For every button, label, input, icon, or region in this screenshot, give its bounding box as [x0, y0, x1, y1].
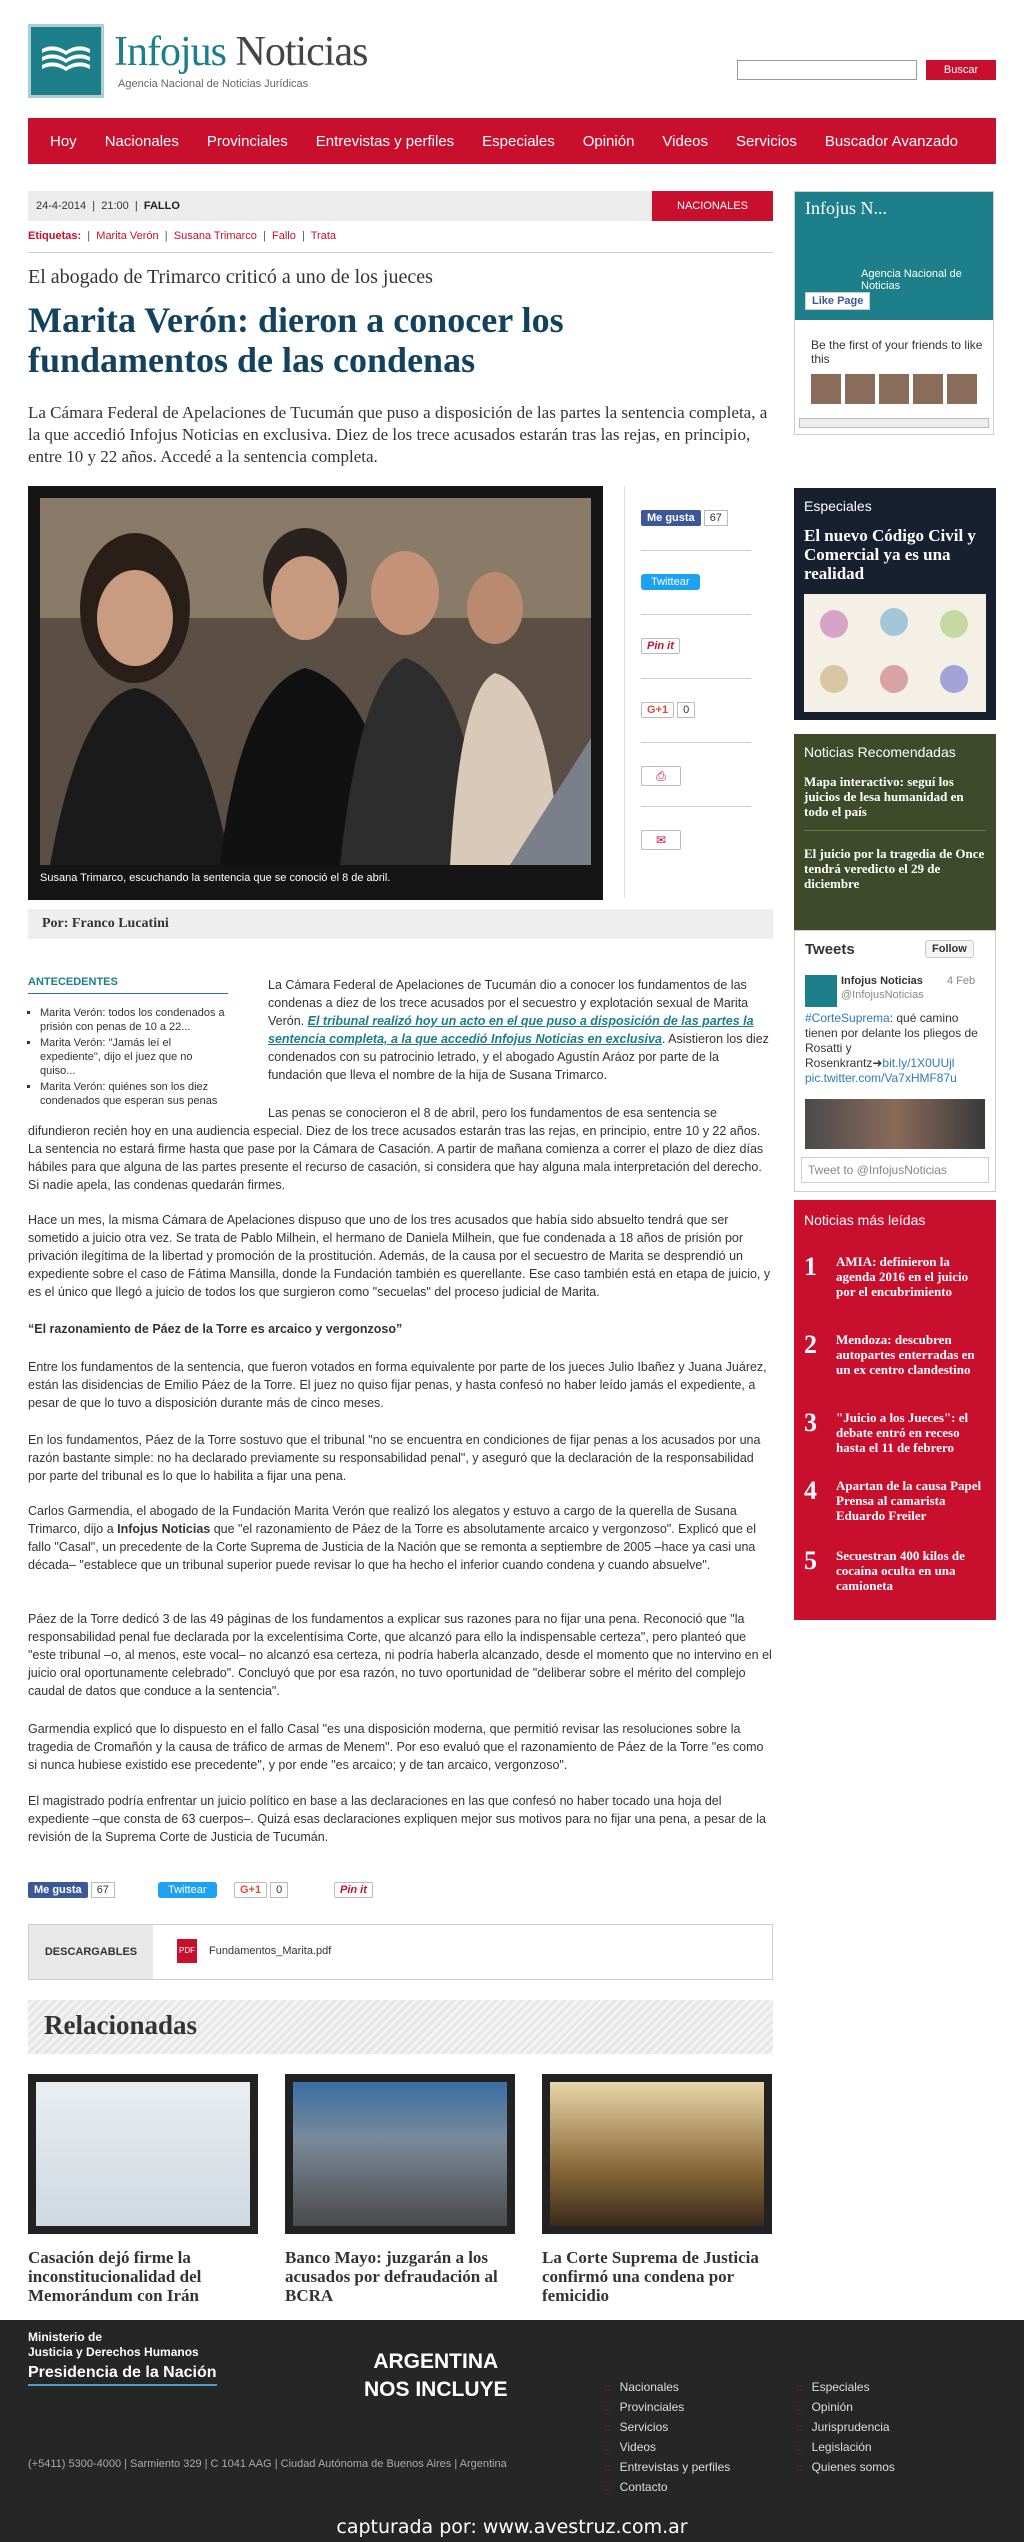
- tweet-compose-input[interactable]: Tweet to @InfojusNoticias: [801, 1157, 989, 1183]
- downloads-label: DESCARGABLES: [29, 1925, 153, 1979]
- pinterest-button[interactable]: [641, 638, 680, 654]
- mas-leidas-item[interactable]: [804, 1476, 989, 1540]
- related-image[interactable]: [285, 2074, 515, 2234]
- mas-leidas-item[interactable]: [804, 1252, 989, 1316]
- rank-headline[interactable]: Mendoza: descubren autopartes enterradas en un ex centro clandestino: [836, 1332, 975, 1377]
- rank-headline[interactable]: AMIA: definieron la agenda 2016 en el juicio por el encubrimiento: [836, 1254, 969, 1299]
- presidencia-logo[interactable]: Presidencia de la Nación: [28, 2364, 217, 2386]
- tweet-hashtag[interactable]: #CorteSuprema: [805, 1011, 890, 1025]
- tag-link[interactable]: Susana Trimarco: [173, 230, 257, 242]
- tweet-label: Twittear: [168, 1884, 207, 1896]
- especiales-title[interactable]: El nuevo Código Civil y Comercial ya es una realidad: [804, 526, 976, 583]
- download-file-link[interactable]: Fundamentos_Marita.pdf: [209, 1945, 332, 1957]
- avatar[interactable]: [879, 374, 909, 404]
- especiales-image[interactable]: [804, 594, 986, 712]
- nav-item-provinciales[interactable]: Provinciales: [206, 132, 288, 150]
- fb-like-button[interactable]: [641, 510, 701, 526]
- divider: [641, 678, 751, 679]
- body-paragraph: Hace un mes, la misma Cámara de Apelaciones dispuso que uno de los tres acusados que había sido absuelto tendrá que ser sometido a juicio otra vez. Se trata de Pablo Milhein, el hermano de Daniela Milhein, que fue condenada a 18 años de prisión por privación ilegítima de la libertad y promoción de la prostitución. Además, de la causa por el secuestro de Marita se desprendió un expediente sobre el caso de Fátima Mansilla, donde la Fundación también es querellante. Ese caso también está en etapa de juicio, y es el único que llegó a juicio de todos los que surgieron como "secuelas" del proceso judicial de Marita.: [28, 1213, 771, 1299]
- divider: [804, 830, 986, 831]
- tweet-date[interactable]: 4 Feb: [947, 975, 976, 987]
- recomendadas-box: [794, 734, 996, 930]
- nav-item-nacionales[interactable]: Nacionales: [104, 132, 179, 150]
- capture-credit: capturada por: www.avestruz.com.ar: [336, 2516, 688, 2538]
- mas-leidas-item[interactable]: [804, 1546, 989, 1610]
- brand-name[interactable]: [114, 28, 367, 76]
- search-button[interactable]: Buscar: [926, 60, 996, 80]
- share-bar: [28, 1882, 773, 1904]
- rank-number: 2: [804, 1330, 817, 1359]
- tag-link[interactable]: Marita Verón: [96, 230, 159, 242]
- nav-item-videos[interactable]: Videos: [662, 132, 709, 150]
- related-header: [28, 2000, 773, 2054]
- pinterest-button[interactable]: [334, 1882, 373, 1898]
- fb-like-button[interactable]: [28, 1882, 88, 1898]
- fb-like-count: 67: [704, 510, 728, 526]
- fb-like-label: Me gusta: [647, 512, 695, 524]
- footer-link[interactable]: :: Provinciales: [604, 2400, 684, 2414]
- mas-leidas-header: Noticias más leídas: [804, 1212, 926, 1228]
- fb-like-count: 67: [91, 1882, 115, 1898]
- especiales-header: Especiales: [804, 498, 872, 514]
- related-card[interactable]: [542, 2074, 772, 2305]
- recomendadas-header: Noticias Recomendadas: [804, 744, 956, 760]
- gplus-count: 0: [677, 702, 695, 718]
- article-section-tag: FALLO: [143, 200, 180, 212]
- antecedentes-item[interactable]: ▪ Marita Verón: "Jamás leí el expediente", dijo el juez que no quiso...: [40, 1036, 228, 1078]
- footer-link[interactable]: :: Entrevistas y perfiles: [604, 2460, 730, 2474]
- photo-caption: Susana Trimarco, escuchando la sentencia que se conoció el 8 de abril.: [40, 872, 391, 884]
- p6-c: que "el razonamiento de Páez de la Torre es absolutamente arcaico y vergonzoso". Explicó que el fallo "Casal", un precedente de la Corte Suprema de Justicia de la Nación que se remonta a septiembre de 2005 –hace ya casi una década– "establece que un tribunal superior puede revisar lo que ha hecho el inferior cuando condena y cuando absuelve".: [28, 1522, 757, 1572]
- footer-link[interactable]: :: Especiales: [796, 2380, 870, 2394]
- divider: [28, 252, 773, 253]
- fb-scrollbar[interactable]: [799, 418, 989, 428]
- footer-link[interactable]: :: Videos: [604, 2440, 656, 2454]
- body-paragraph: Las penas se conocieron el 8 de abril, pero los fundamentos de esa sentencia se difundieron recién hoy en una audiencia especial. Diez de los trece acusados estarán tras las rejas, en principio, entre 10 y 22 años. La sentencia no estará firme hasta que pase por la Cámara de Casación. A partir de mañana comienza a correr el plazo de diez días hábiles para que alguna de las partes presente el recurso de casación, si considera que hay alguna mala interpretación del derecho. Si nadie apela, las condenas quedarán firmes.: [28, 1106, 764, 1192]
- facebook-widget: [794, 191, 994, 435]
- rank-headline[interactable]: "Juicio a los Jueces": el debate entró en receso hasta el 11 de febrero: [836, 1410, 969, 1455]
- nav-item-especiales[interactable]: Especiales: [482, 132, 555, 150]
- antecedentes-title: ANTECEDENTES: [28, 976, 228, 994]
- brand-name-b: Noticias: [235, 29, 368, 75]
- tweets-header: Tweets: [805, 941, 855, 958]
- brand-name-a: Infojus: [114, 29, 226, 75]
- gplus-label: G+1: [240, 1884, 262, 1896]
- body-paragraph: [28, 1502, 773, 1574]
- pin-label: Pin it: [647, 640, 674, 652]
- mas-leidas-box: [794, 1200, 996, 1620]
- body-subhead: “El razonamiento de Páez de la Torre es arcaico y vergonzoso”: [28, 1322, 403, 1336]
- body-paragraph: En los fundamentos, Páez de la Torre sostuvo que el tribunal "no se encuentra en condiciones de fijar penas a los acusados por una razón bastante simple: no ha declarado previamente su responsabilidad penal", y aseguró que la declaración de la responsabilidad por parte del tribunal es lo que lo habilita a fijar una pena.: [28, 1433, 761, 1483]
- tweet-label: Twittear: [651, 576, 690, 588]
- article-lead: La Cámara Federal de Apelaciones de Tucumán que puso a disposición de las partes la sentencia completa, a la que accedió Infojus Noticias en exclusiva. Diez de los trece acusados estarán tras las rejas, en principio, entre 10 y 22 años. Accedé a la sentencia completa.: [28, 403, 768, 466]
- tags-row: Etiquetas: | Marita Verón | Susana Trimarco | Fallo | Trata: [28, 230, 336, 242]
- article-headline: Marita Verón: dieron a conocer los fundamentos de las condenas: [28, 300, 564, 380]
- downloads-box: [28, 1924, 773, 1980]
- nav-item-servicios[interactable]: Servicios: [736, 132, 797, 150]
- nav-item-buscador[interactable]: Buscador Avanzado: [824, 132, 959, 150]
- logo-book-icon[interactable]: [28, 24, 104, 98]
- pdf-icon[interactable]: PDF: [177, 1939, 197, 1963]
- divider: [641, 742, 751, 743]
- rank-number: 1: [804, 1252, 817, 1281]
- related-image[interactable]: [28, 2074, 258, 2234]
- footer-link[interactable]: :: Jurisprudencia: [796, 2420, 890, 2434]
- gplus-label: G+1: [647, 704, 669, 716]
- article-photo: [28, 486, 603, 900]
- email-icon[interactable]: ✉: [641, 830, 681, 850]
- p6-a: Carlos Garmendia, el abogado de la Fundación Marita Verón que realizó los alegatos y estuvo a cargo de la querella de Susana Trimarco, dijo a: [28, 1504, 737, 1536]
- related-headline[interactable]: Casación dejó firme la inconstitucionalidad del Memorándum con Irán: [28, 2248, 202, 2305]
- related-headline[interactable]: Banco Mayo: juzgarán a los acusados por defraudación al BCRA: [285, 2248, 498, 2305]
- especiales-box[interactable]: [794, 488, 996, 720]
- main-nav: [28, 118, 996, 164]
- gplus-button[interactable]: [234, 1882, 267, 1898]
- exclusive-link[interactable]: El tribunal realizó hoy un acto en el que puso a disposición de las partes la sentencia completa, a la que accedió Infojus Noticias en exclusiva: [268, 1014, 754, 1046]
- footer: [0, 2320, 1024, 2542]
- article-meta-bar: 24-4-2014 | 21:00 | FALLO: [28, 191, 773, 221]
- related-title: Relacionadas: [44, 2010, 198, 2040]
- tag-link[interactable]: Fallo: [272, 230, 296, 242]
- ministry-line1: Ministerio de: [28, 2330, 103, 2344]
- tweet-button[interactable]: [641, 574, 700, 590]
- related-headline[interactable]: La Corte Suprema de Justicia confirmó una condena por femicidio: [542, 2248, 759, 2305]
- avatar[interactable]: [845, 374, 875, 404]
- nav-item-opinion[interactable]: Opinión: [582, 132, 635, 150]
- gplus-button[interactable]: [641, 702, 674, 718]
- tweet-handle[interactable]: @InfojusNoticias: [841, 989, 924, 1001]
- antecedentes-item[interactable]: ▪ Marita Verón: quiénes son los diez condenados que esperan sus penas: [40, 1080, 228, 1108]
- recomendada-item[interactable]: El juicio por la tragedia de Once tendrá veredicto el 29 de diciembre: [804, 846, 985, 891]
- avatar[interactable]: [913, 374, 943, 404]
- search-input[interactable]: [737, 60, 917, 80]
- rank-headline[interactable]: Secuestran 400 kilos de cocaína oculta en una camioneta: [836, 1548, 965, 1593]
- related-image[interactable]: [542, 2074, 772, 2234]
- recomendada-item[interactable]: Mapa interactivo: seguí los juicios de lesa humanidad en todo el país: [804, 774, 964, 819]
- body-paragraph: El magistrado podría enfrentar un juicio político en base a las declaraciones en las que confesó no haber tocado una hoja del expediente –que consta de 63 cuerpos–. Quizá esas declaraciones expliquen mejor sus motivos para no fijar una pena, a pesar de la revisión de la Suprema Corte de Justicia de Tucumán.: [28, 1794, 766, 1844]
- pin-label: Pin it: [340, 1884, 367, 1896]
- body-paragraph: Entre los fundamentos de la sentencia, que fueron votados en forma equivalente por parte de los jueces Julio Ibañez y Juana Juárez, están las disidencias de Emilio Páez de la Torre. El juez no quiso fijar penas, y hasta confesó no haber leído jamás el expediente, a pesar de que lo tuvo a disposición durante más de cinco meses.: [28, 1360, 767, 1410]
- p1-post: . Asistieron los diez condenados con su patrocinio letrado, y el abogado Agustín Aráoz por parte de la fundación que lleva el nombre de la hija de Susana Trimarco.: [268, 1032, 769, 1082]
- body-paragraph: Garmendia explicó que lo dispuesto en el fallo Casal "es una disposición moderna, que permitió revisar las resoluciones sobre la tragedia de Cromañón y la causa de tráfico de armas de Menem". Por eso evaluó que el razonamiento de Páez de la Torre "es como si nunca hubiese existido ese precedente", y por ende "es arcaico; y de tan arcaico, vergonzoso".: [28, 1722, 764, 1772]
- body-paragraph: [268, 976, 773, 1084]
- arg-line1: ARGENTINA: [373, 2350, 499, 2373]
- divider: [641, 806, 751, 807]
- category-badge[interactable]: NACIONALES: [652, 191, 773, 221]
- photo-image: [40, 498, 591, 865]
- fb-like-label: Me gusta: [34, 1884, 82, 1896]
- article-date: 24-4-2014: [36, 200, 87, 212]
- mas-leidas-item[interactable]: [804, 1408, 989, 1472]
- gplus-count: 0: [270, 1882, 288, 1898]
- divider: [641, 550, 751, 551]
- footer-link[interactable]: :: Quienes somos: [796, 2460, 895, 2474]
- article-kicker: El abogado de Trimarco criticó a uno de los jueces: [28, 266, 433, 288]
- fb-faces: [811, 374, 977, 404]
- byline: Por: Franco Lucatini: [28, 909, 773, 939]
- ministry-logo[interactable]: [28, 2330, 199, 2360]
- avatar[interactable]: [947, 374, 977, 404]
- footer-link[interactable]: :: Servicios: [604, 2420, 668, 2434]
- body-paragraph: Páez de la Torre dedicó 3 de las 49 páginas de los fundamentos a explicar sus razones para no fijar una pena. Reconoció que "la responsabilidad penal fue declarada por la excelentísima Corte, que alcanzó para ello la indispensable certeza", pero planteó que "este tribunal –o, al menos, este vocal– no alcanzó esa certeza, ni podría haberla alcanzado, desde el momento que no intervino en el juicio oral oportunamente celebrado". Concluyó que por esa razón, no tuvo oportunidad de "deliberar sobre el mérito del complejo caudal de datos que conduce a la sentencia".: [28, 1612, 772, 1698]
- argentina-logo[interactable]: [364, 2348, 508, 2404]
- arg-line2: NOS INCLUYE: [364, 2378, 508, 2401]
- header: [0, 0, 1024, 118]
- nav-item-entrevistas[interactable]: Entrevistas y perfiles: [315, 132, 455, 150]
- tag-link[interactable]: Trata: [310, 230, 336, 242]
- tweet-pic-link[interactable]: pic.twitter.com/Va7xHMF87u: [805, 1071, 957, 1085]
- twitter-follow-button[interactable]: Follow: [925, 940, 974, 958]
- tags-label: Etiquetas:: [28, 230, 82, 242]
- antecedentes-box: [28, 976, 228, 1110]
- footer-link[interactable]: :: Opinión: [796, 2400, 853, 2414]
- fb-page-sub: Agencia Nacional de Noticias: [861, 268, 962, 292]
- tweet-button[interactable]: [158, 1882, 217, 1898]
- related-card[interactable]: [28, 2074, 258, 2305]
- avatar[interactable]: [811, 374, 841, 404]
- tweet-user[interactable]: Infojus Noticias: [841, 975, 923, 987]
- twitter-widget: [794, 930, 996, 1192]
- nav-item-hoy[interactable]: Hoy: [50, 132, 77, 150]
- avatar[interactable]: [805, 975, 837, 1007]
- article-time: 21:00: [101, 200, 129, 212]
- p6-b: Infojus Noticias: [117, 1522, 211, 1536]
- footer-address: (+5411) 5300-4000 | Sarmiento 329 | C 1041 AAG | Ciudad Autónoma de Buenos Aires | Argentina: [28, 2458, 507, 2470]
- divider: [641, 614, 751, 615]
- footer-link[interactable]: :: Nacionales: [604, 2380, 679, 2394]
- fb-widget-text: Be the first of your friends to like this: [811, 338, 983, 366]
- print-icon[interactable]: ⎙: [641, 766, 681, 786]
- rank-number: 3: [804, 1408, 817, 1437]
- fb-page-name[interactable]: Infojus N...: [805, 198, 887, 218]
- antecedentes-list: [28, 1006, 228, 1108]
- related-card[interactable]: [285, 2074, 515, 2305]
- tweet-body: : qué camino tienen por delante los pliegos de Rosatti y Rosenkrantz➜: [805, 1011, 978, 1070]
- mas-leidas-item[interactable]: [804, 1330, 989, 1394]
- tweet-link[interactable]: bit.ly/1X0UUjl: [882, 1056, 955, 1070]
- tweet-text: [805, 1011, 985, 1086]
- share-sidebar: [624, 486, 773, 898]
- tweet-image[interactable]: [805, 1099, 985, 1149]
- footer-link[interactable]: :: Contacto: [604, 2480, 668, 2494]
- fb-like-page-button[interactable]: Like Page: [805, 292, 870, 310]
- rank-number: 5: [804, 1546, 817, 1575]
- footer-link[interactable]: :: Legislación: [796, 2440, 872, 2454]
- rank-number: 4: [804, 1476, 817, 1505]
- ministry-line2: Justicia y Derechos Humanos: [28, 2345, 199, 2359]
- p1-pre: La Cámara Federal de Apelaciones de Tucumán dio a conocer los fundamentos de las condenas a diez de los trece acusados por el secuestro y explotación sexual de Marita Verón.: [268, 978, 749, 1028]
- antecedentes-item[interactable]: ▪ Marita Verón: todos los condenados a prisión con penas de 10 a 22...: [40, 1006, 228, 1034]
- brand-tagline: Agencia Nacional de Noticias Jurídicas: [118, 78, 309, 90]
- rank-headline[interactable]: Apartan de la causa Papel Prensa al camarista Eduardo Freiler: [836, 1478, 982, 1523]
